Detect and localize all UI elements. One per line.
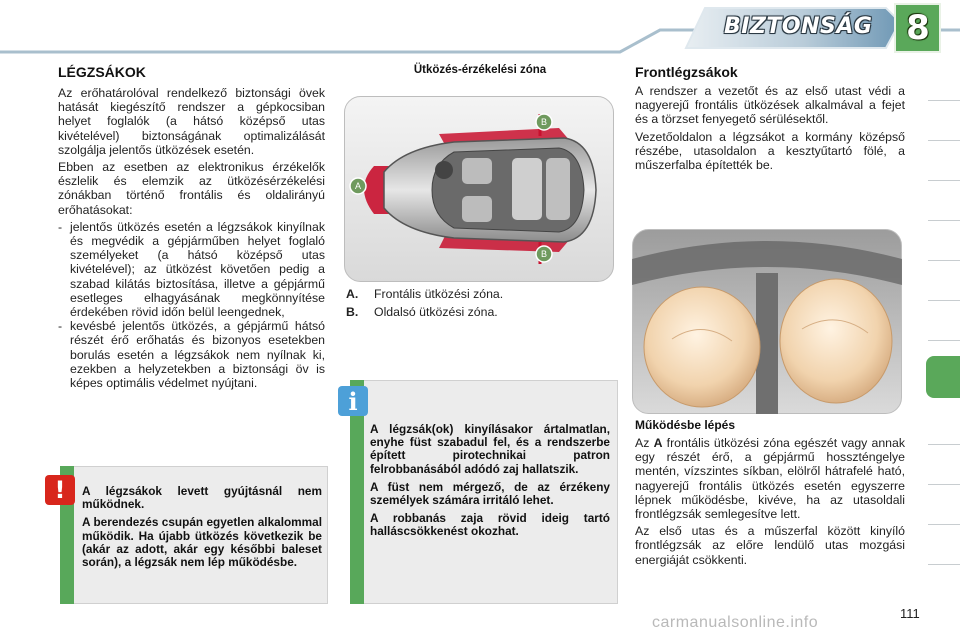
chapter-tab[interactable] <box>928 526 960 565</box>
page-number: 111 <box>900 606 920 621</box>
legend-item: A. Frontális ütközési zóna. <box>346 287 504 301</box>
chapter-tab[interactable] <box>928 262 960 301</box>
chapter-tab[interactable] <box>928 182 960 221</box>
chapter-tab[interactable] <box>928 486 960 525</box>
subheading-mukodesbe-lepes: Működésbe lépés <box>635 418 736 432</box>
passenger-airbag <box>780 279 892 403</box>
driver-airbag <box>644 287 760 407</box>
right-text-top <box>635 84 905 175</box>
list-item: - jelentős ütközés esetén a légzsákok kinyílnak és megvédik a gépjárműben helyet foglaló személyeket (a hátsó középső utas kivételével); az ütközést követően pedig a szabad kilátás biztosítása, illetve a gépjármű esetleges elhagyásának megkönnyítése érdekében rövid időn belül leengednek, <box>58 219 325 320</box>
info-paragraph-3: A robbanás zaja rövid ideig tartó halláscsökkenést okozhat. <box>370 511 610 539</box>
right-paragraph-2: Vezetőoldalon a légzsákot a kormány középső részébe, utasoldalon a kesztyűtartó fölé, a műszerfalba építették be. <box>635 129 905 173</box>
chapter-tab[interactable] <box>928 406 960 445</box>
front-airbags-illustration <box>632 229 902 414</box>
chapter-tab[interactable] <box>928 142 960 181</box>
legend-item: B. Oldalsó ütközési zóna. <box>346 305 498 319</box>
crash-zone-diagram <box>344 96 614 282</box>
zone-legend <box>346 287 616 319</box>
list-item: - kevésbé jelentős ütközés, a gépjármű hátsó részét érő erőhatás és bizonyos esetekben borulás esetén a légzsákok nem nyílnak ki, ezekben a helyzetekben a biztonsági öv is képes optimális védelmet nyújtani. <box>58 319 325 391</box>
diagram-label-a: A <box>354 181 362 191</box>
chapter-tab[interactable] <box>928 446 960 485</box>
chapter-tab-rail <box>928 62 960 582</box>
left-text <box>58 86 325 390</box>
zone-heading: Ütközés-érzékelési zóna <box>413 64 547 76</box>
right-text-bottom <box>635 436 905 570</box>
info-text <box>370 423 610 544</box>
warning-exclamation-icon: ! <box>45 475 75 505</box>
left-paragraph-1: Az erőhatárolóval rendelkező biztonsági övek hatását kiegészítő rendszer a gépkocsiban helyet foglalók (a hátsó középső utas kivételével) biztonságának optimalizálását szolgálja jelentős ütközések esetén. <box>58 86 325 157</box>
chapter-tab-active[interactable] <box>926 356 960 398</box>
chapter-tab[interactable] <box>928 222 960 261</box>
right-paragraph-4: Az első utas és a műszerfal között kinyíló frontlégzsák az előre lendülő utas mozgási energiáját csökkenti. <box>635 524 905 567</box>
chapter-number: 8 <box>906 8 930 48</box>
chapter-tab[interactable] <box>928 102 960 141</box>
chapter-tab[interactable] <box>928 62 960 101</box>
info-paragraph-1: A légzsák(ok) kinyílásakor ártalmatlan, enyhe füst szabadul fel, és a rendszerbe épített pirotechnikai patron felrobbanásából adódó zaj hallatszik. <box>370 422 610 476</box>
diagram-label-b-bottom: B <box>540 249 548 259</box>
section-title: BIZTONSÁG <box>724 14 873 39</box>
info-icon: i <box>338 386 368 416</box>
diagram-label-b-top: B <box>540 117 548 127</box>
info-paragraph-2: A füst nem mérgező, de az érzékeny személyek számára irritáló lehet. <box>370 479 610 508</box>
watermark: carmanualsonline.info <box>652 614 819 631</box>
right-paragraph-1: A rendszer a vezetőt és az első utast védi a nagyerejű frontális ütközések alkalmával a fejet és a törzset fenyegető sérülésektől. <box>635 84 905 127</box>
left-paragraph-2: Ebben az esetben az elektronikus érzékelők észlelik és elemzik az ütközésérzékelési zónákban történő frontális és oldalirányú erőhatásokat: <box>58 160 325 217</box>
section-heading-legzsakok: LÉGZSÁKOK <box>58 64 146 80</box>
right-paragraph-3: Az A frontális ütközési zóna egészét vagy annak egy részét érő, a gépjármű hosszténgelye mentén, vízszintes síkban, elölről hátrafelé ható, nagyerejű frontális ütközés esetén egyszerre lépnek működésbe, kivéve, ha az utasoldali frontlégzsák semlegesítve lett. <box>635 436 906 522</box>
warning-paragraph-1: A légzsákok levett gyújtásnál nem működnek. <box>82 484 322 512</box>
warning-paragraph-2: A berendezés csupán egyetlen alkalommal működik. Ha újabb ütközés következik be (akár az adott, akár egy későbbi baleset során), a légzsák nem lép működésbe. <box>82 515 322 570</box>
section-heading-frontlegzsakok: Frontlégzsákok <box>635 64 738 80</box>
warning-text <box>82 485 322 574</box>
chapter-tab[interactable] <box>928 302 960 341</box>
